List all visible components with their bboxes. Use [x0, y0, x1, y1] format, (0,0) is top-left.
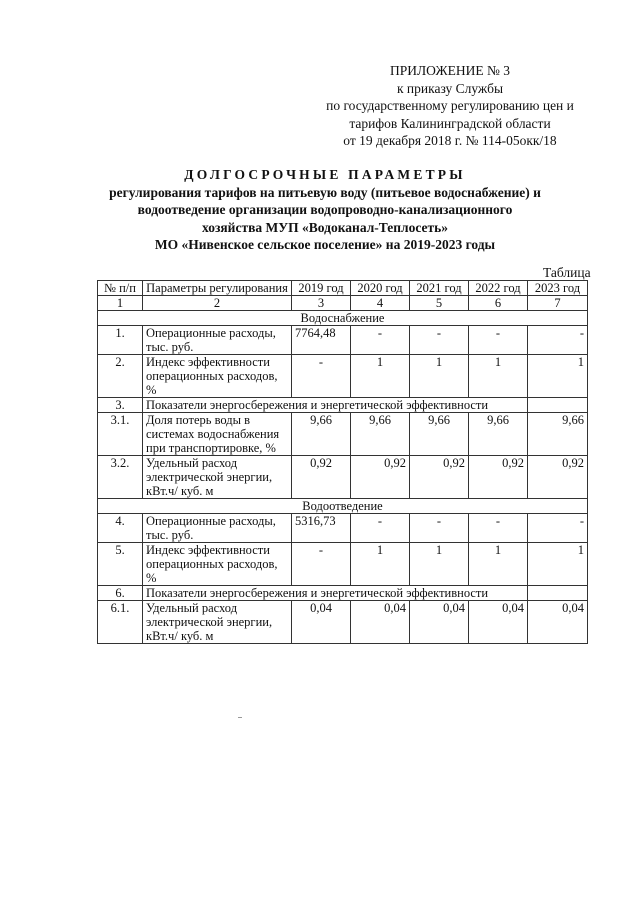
row-value: -	[528, 326, 588, 355]
header-num: № п/п	[98, 281, 143, 296]
row-num: 5.	[98, 543, 143, 586]
row-param: Операционные расходы, тыс. руб.	[143, 514, 292, 543]
table-row	[98, 514, 588, 543]
row-value: 9,66	[528, 413, 588, 456]
row-value: -	[292, 355, 351, 398]
row-value: -	[351, 514, 410, 543]
title-line: хозяйства МУП «Водоканал-Теплосеть»	[201, 219, 449, 235]
row-value: 0,92	[410, 456, 469, 499]
table-row	[98, 586, 588, 601]
row-value: 1	[528, 355, 588, 398]
row-num: 2.	[98, 355, 143, 398]
table-row	[98, 456, 588, 499]
col-number: 1	[98, 296, 143, 311]
row-num: 1.	[98, 326, 143, 355]
document-title	[60, 166, 590, 254]
row-value: 9,66	[351, 413, 410, 456]
row-param: Операционные расходы, тыс. руб.	[143, 326, 292, 355]
row-value: 1	[351, 543, 410, 586]
title-main: ДОЛГОСРОЧНЫЕ ПАРАМЕТРЫ	[184, 167, 466, 182]
row-value: -	[469, 514, 528, 543]
row-value-empty	[528, 398, 588, 413]
row-value: 0,04	[351, 601, 410, 644]
table-row	[98, 398, 588, 413]
row-value: 1	[351, 355, 410, 398]
appendix-line: тарифов Калининградской области	[349, 115, 551, 131]
col-number: 4	[351, 296, 410, 311]
header-2020: 2020 год	[351, 281, 410, 296]
row-value: 0,04	[410, 601, 469, 644]
table-row	[98, 413, 588, 456]
header-2022: 2022 год	[469, 281, 528, 296]
parameters-table	[97, 280, 588, 644]
row-num: 3.2.	[98, 456, 143, 499]
table-label: Таблица	[543, 265, 591, 280]
row-value: 0,04	[469, 601, 528, 644]
row-value: 7764,48	[292, 326, 351, 355]
row-num: 6.1.	[98, 601, 143, 644]
section-water: Водоснабжение	[98, 311, 588, 326]
table-row	[98, 543, 588, 586]
table-row	[98, 355, 588, 398]
row-param: Показатели энергосбережения и энергетической эффективности	[143, 398, 528, 413]
row-num: 6.	[98, 586, 143, 601]
row-value: -	[410, 514, 469, 543]
row-value: 9,66	[292, 413, 351, 456]
appendix-date: от 19 декабря 2018 г. № 114-05окк/18	[343, 133, 557, 148]
table-row	[98, 326, 588, 355]
row-value: 0,04	[292, 601, 351, 644]
row-param: Доля потерь воды в системах водоснабжения при транспортировке, %	[143, 413, 292, 456]
section-sewer: Водоотведение	[98, 499, 588, 514]
col-number: 7	[528, 296, 588, 311]
row-value: 5316,73	[292, 514, 351, 543]
row-num: 3.	[98, 398, 143, 413]
row-value: 1	[410, 543, 469, 586]
row-num: 4.	[98, 514, 143, 543]
row-param: Удельный расход электрической энергии, кВт.ч/ куб. м	[143, 601, 292, 644]
row-value: 1	[528, 543, 588, 586]
header-param: Параметры регулирования	[143, 281, 292, 296]
row-value: 1	[469, 543, 528, 586]
row-value: 0,92	[528, 456, 588, 499]
row-value: -	[528, 514, 588, 543]
col-number: 3	[292, 296, 351, 311]
appendix-line: по государственному регулированию цен и	[326, 98, 574, 113]
row-value-empty	[528, 586, 588, 601]
row-param: Показатели энергосбережения и энергетической эффективности	[143, 586, 528, 601]
title-line: водоотведение организации водопроводно-канализационного	[137, 202, 513, 217]
section-row	[98, 311, 588, 326]
col-number: 5	[410, 296, 469, 311]
row-value: -	[292, 543, 351, 586]
header-2023: 2023 год	[528, 281, 588, 296]
row-param: Индекс эффективности операционных расходов, %	[143, 355, 292, 398]
row-value: 0,92	[351, 456, 410, 499]
table-row	[98, 601, 588, 644]
title-line: регулирования тарифов на питьевую воду (питьевое водоснабжение) и	[109, 184, 541, 200]
appendix-title: ПРИЛОЖЕНИЕ № 3	[389, 63, 511, 78]
row-num: 3.1.	[98, 413, 143, 456]
row-value: 9,66	[410, 413, 469, 456]
column-number-row	[98, 296, 588, 311]
header-2019: 2019 год	[292, 281, 351, 296]
row-param: Удельный расход электрической энергии, кВт.ч/ куб. м	[143, 456, 292, 499]
appendix-line: к приказу Службы	[396, 80, 504, 96]
row-value: 0,92	[469, 456, 528, 499]
row-value: -	[410, 326, 469, 355]
row-value: -	[469, 326, 528, 355]
row-value: 1	[469, 355, 528, 398]
row-value: 1	[410, 355, 469, 398]
scan-mark	[238, 717, 242, 718]
col-number: 6	[469, 296, 528, 311]
table-header-row	[98, 281, 588, 296]
row-value: 9,66	[469, 413, 528, 456]
row-param: Индекс эффективности операционных расходов, %	[143, 543, 292, 586]
col-number: 2	[143, 296, 292, 311]
row-value: -	[351, 326, 410, 355]
row-value: 0,92	[292, 456, 351, 499]
header-2021: 2021 год	[410, 281, 469, 296]
title-line: МО «Нивенское сельское поселение» на 2019-2023 годы	[154, 237, 496, 252]
section-row	[98, 499, 588, 514]
appendix-header	[300, 62, 600, 150]
row-value: 0,04	[528, 601, 588, 644]
